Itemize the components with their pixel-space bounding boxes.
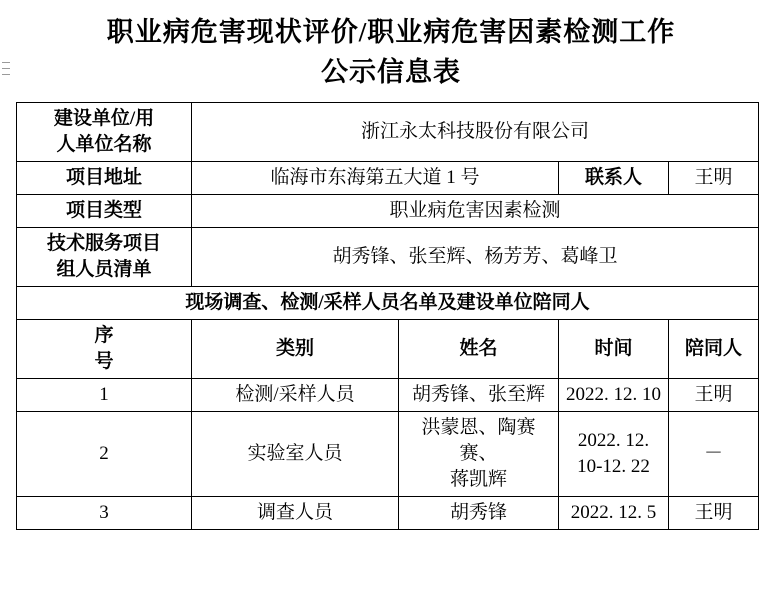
table-row: [17, 379, 759, 412]
team-value: 胡秀锋、张至辉、杨芳芳、葛峰卫: [192, 228, 759, 287]
table-header-row: [17, 320, 759, 379]
cell-name: [399, 412, 559, 497]
title-line-1: 职业病危害现状评价/职业病危害因素检测工作: [106, 17, 676, 47]
column-header-index: [17, 320, 192, 379]
table-row-team: [17, 228, 759, 287]
table-row-project-type: [17, 195, 759, 228]
team-label: [17, 228, 192, 287]
unit-label-line-1: 建设单位/用: [53, 108, 155, 129]
cell-name-line-2: 蒋凯辉: [449, 469, 507, 490]
address-value: 临海市东海第五大道 1 号: [192, 162, 559, 195]
cell-name: 胡秀锋、张至辉: [399, 379, 559, 412]
cell-index: 3: [17, 497, 192, 530]
margin-marks: [2, 62, 12, 92]
index-header-line-1: 序: [94, 325, 114, 346]
margin-mark: [2, 62, 10, 63]
contact-label: 联系人: [559, 162, 669, 195]
cell-category: 实验室人员: [192, 412, 399, 497]
index-header-line-2: 号: [94, 351, 114, 372]
section-header: 现场调查、检测/采样人员名单及建设单位陪同人: [17, 287, 759, 320]
cell-index: 2: [17, 412, 192, 497]
cell-time: 2022. 12. 5: [559, 497, 669, 530]
unit-value: 浙江永太科技股份有限公司: [192, 103, 759, 162]
cell-category: 检测/采样人员: [192, 379, 399, 412]
cell-time: 2022. 12. 10-12. 22: [559, 412, 669, 497]
cell-name: 胡秀锋: [399, 497, 559, 530]
table-row: [17, 497, 759, 530]
project-type-value: 职业病危害因素检测: [192, 195, 759, 228]
unit-label: [17, 103, 192, 162]
table-row-address: [17, 162, 759, 195]
column-header-companion: 陪同人: [669, 320, 759, 379]
cell-name-line-1: 洪蒙恩、陶赛赛、: [421, 417, 536, 464]
margin-mark: [2, 68, 10, 69]
table-row-section-header: [17, 287, 759, 320]
info-table: [16, 102, 759, 530]
cell-companion: －: [669, 412, 759, 497]
cell-category: 调查人员: [192, 497, 399, 530]
project-type-label: 项目类型: [17, 195, 192, 228]
column-header-category: 类别: [192, 320, 399, 379]
page-title: [0, 0, 782, 92]
margin-mark: [2, 74, 10, 75]
table-row: [17, 412, 759, 497]
contact-value: 王明: [669, 162, 759, 195]
team-label-line-1: 技术服务项目: [46, 233, 161, 254]
cell-index: 1: [17, 379, 192, 412]
team-label-line-2: 组人员清单: [56, 259, 152, 280]
column-header-time: 时间: [559, 320, 669, 379]
title-line-2: 公示信息表: [321, 57, 461, 87]
cell-time: 2022. 12. 10: [559, 379, 669, 412]
cell-companion: 王明: [669, 379, 759, 412]
table-row-unit: [17, 103, 759, 162]
cell-companion: 王明: [669, 497, 759, 530]
column-header-name: 姓名: [399, 320, 559, 379]
unit-label-line-2: 人单位名称: [56, 134, 152, 155]
address-label: 项目地址: [17, 162, 192, 195]
